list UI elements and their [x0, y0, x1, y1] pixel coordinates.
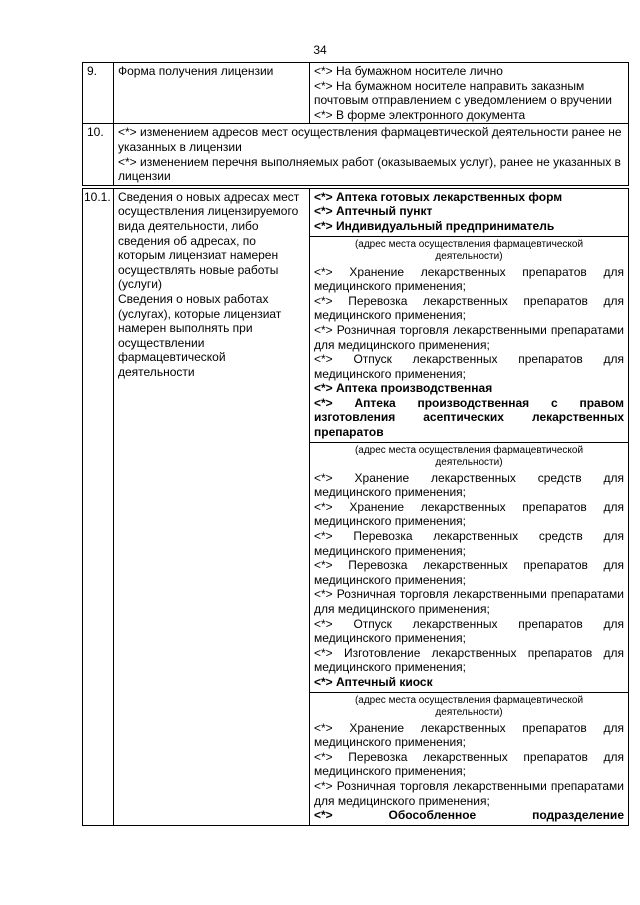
- address-caption: (адрес места осуществления фармацевтической деятельности): [354, 238, 584, 263]
- work-item: <*> Розничная торговля лекарственными препаратами для медицинского применения;: [314, 778, 624, 808]
- option-works-change: <*> изменением перечня выполняемых работ (оказываемых услуг), ранее не указанных в лицензии: [118, 154, 621, 184]
- activity-type: <*> Обособленное подразделение: [314, 808, 624, 823]
- change-options: [114, 124, 629, 185]
- row-number: 10.1.: [83, 188, 114, 825]
- table-row-10: [83, 124, 629, 185]
- row-label: Форма получения лицензии: [114, 63, 310, 124]
- activity-block-3: [310, 442, 628, 692]
- work-item: <*> Перевозка лекарственных препаратов для медицинского применения;: [314, 293, 624, 323]
- license-form-document: [82, 62, 628, 826]
- work-item: <*> Хранение лекарственных средств для медицинского применения;: [314, 470, 624, 500]
- option-electronic: <*> В форме электронного документа: [314, 107, 526, 122]
- activity-type: <*> Аптека производственная с правом изготовления асептических лекарственных препаратов: [314, 395, 624, 440]
- activity-type: <*> Аптечный пункт: [314, 204, 433, 219]
- option-paper-by-mail: <*> На бумажном носителе направить заказным почтовым отправлением с уведомлением о вручении: [314, 78, 612, 108]
- work-item: <*> Отпуск лекарственных препаратов для медицинского применения;: [314, 616, 624, 646]
- address-caption: (адрес места осуществления фармацевтической деятельности): [354, 444, 584, 469]
- activity-type: <*> Индивидуальный предприниматель: [314, 218, 555, 233]
- work-item: <*> Хранение лекарственных препаратов для медицинского применения;: [314, 499, 624, 529]
- activity-block-4: [310, 692, 628, 825]
- work-item: <*> Хранение лекарственных препаратов для медицинского применения;: [314, 264, 624, 294]
- work-item: <*> Розничная торговля лекарственными препаратами для медицинского применения;: [314, 587, 624, 616]
- work-item: <*> Перевозка лекарственных препаратов для медицинского применения;: [314, 558, 624, 587]
- option-address-change: <*> изменением адресов мест осуществления фармацевтической деятельности ранее не указанных в лицензии: [118, 125, 622, 154]
- label-new-works: Сведения о новых работах (услугах), которые лицензиат намерен выполнять при осуществлении фармацевтической деятельности: [118, 291, 282, 379]
- row-label: [114, 188, 310, 825]
- row-number: 10.: [83, 124, 114, 185]
- table-row-9: [83, 63, 629, 124]
- label-new-addresses: Сведения о новых адресах мест осуществления лицензируемого вида деятельности, либо сведения об адресах, по которым лицензиат намерен осуществлять новые работы (услуги): [118, 189, 300, 292]
- work-item: <*> Перевозка лекарственных средств для медицинского применения;: [314, 529, 624, 558]
- row-number: 9.: [83, 63, 114, 124]
- address-caption: (адрес места осуществления фармацевтической деятельности): [354, 694, 584, 719]
- activity-type: <*> Аптека производственная: [314, 381, 493, 396]
- work-item: <*> Хранение лекарственных препаратов для медицинского применения;: [314, 720, 624, 750]
- form-table-upper: [82, 62, 629, 186]
- table-row-10-1: [83, 188, 629, 825]
- work-item: <*> Розничная торговля лекарственными препаратами для медицинского применения;: [314, 322, 624, 352]
- form-table-lower: [82, 188, 629, 826]
- activity-blocks: [310, 188, 629, 825]
- option-paper-in-person: <*> На бумажном носителе лично: [314, 64, 503, 78]
- activity-block-2: [310, 236, 628, 442]
- activity-type: <*> Аптека готовых лекарственных форм: [314, 189, 563, 204]
- activity-block-1: [310, 189, 628, 236]
- activity-type: <*> Аптечный киоск: [314, 674, 433, 689]
- license-form-options: [310, 63, 629, 124]
- work-item: <*> Перевозка лекарственных препаратов для медицинского применения;: [314, 749, 624, 779]
- work-item: <*> Отпуск лекарственных препаратов для медицинского применения;: [314, 352, 624, 381]
- work-item: <*> Изготовление лекарственных препаратов для медицинского применения;: [314, 645, 624, 675]
- page-number: 34: [313, 43, 327, 57]
